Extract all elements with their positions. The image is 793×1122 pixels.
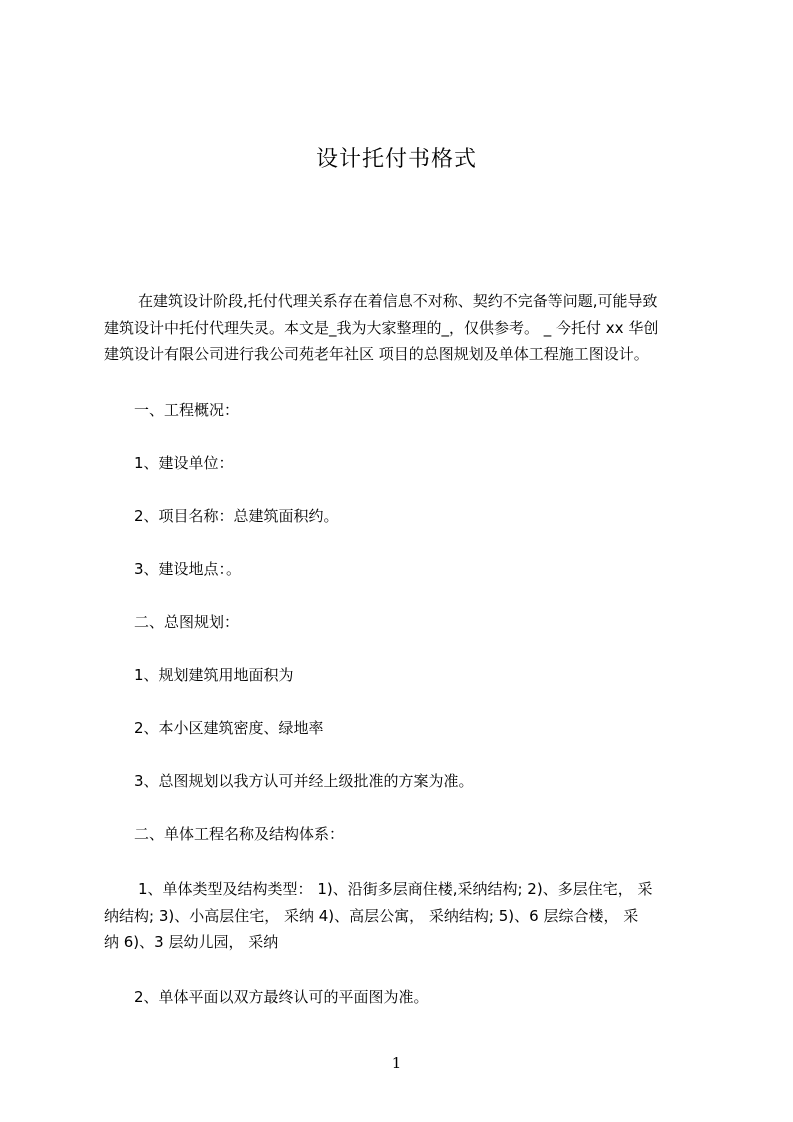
intro-line-2: 建筑设计中托付代理失灵。本文是_我为大家整理的_，仅供参考。 _ 今托付 xx 华创 [104, 318, 659, 337]
section-2-item-1: 1、规划建筑用地面积为 [134, 666, 294, 684]
document-title: 设计托付书格式 [315, 147, 477, 172]
section-1-item-1: 1、建设单位： [134, 454, 234, 472]
intro-line-1: 在建筑设计阶段,托付代理关系存在着信息不对称、契约不完备等问题,可能导致 [138, 292, 658, 310]
section-2-item-3: 3、总图规划以我方认可并经上级批准的方案为准。 [134, 772, 474, 790]
section-3-heading: 二、单体工程名称及结构体系： [134, 825, 345, 843]
section-2-item-2: 2、本小区建筑密度、绿地率 [134, 719, 324, 737]
section-2-heading: 二、总图规划： [134, 613, 240, 631]
section-1-item-3: 3、建设地点：。 [134, 560, 242, 578]
section-3-item-2: 2、单体平面以双方最终认可的平面图为准。 [134, 988, 429, 1006]
section-3-item-1-line-3: 纳 6)、3 层幼儿园， 采纳 [104, 933, 279, 951]
section-3-item-1-line-2: 纳结构; 3)、小高层住宅， 采纳 4)、高层公寓， 采纳结构; 5)、6 层综合楼， 采 [104, 906, 639, 925]
intro-paragraph [104, 288, 704, 368]
section-3-item-1-line-1: 1、单体类型及结构类型： 1)、沿街多层商住楼,采纳结构; 2)、多层住宅， 采 [138, 880, 653, 898]
intro-line-3: 建筑设计有限公司进行我公司苑老年社区 项目的总图规划及单体工程施工图设计。 [104, 345, 649, 363]
section-1-heading: 一、工程概况： [134, 401, 240, 419]
section-3-item-1 [104, 876, 704, 956]
page-number: 1 [391, 1054, 402, 1072]
section-1-item-2: 2、项目名称：总建筑面积约。 [134, 507, 339, 525]
